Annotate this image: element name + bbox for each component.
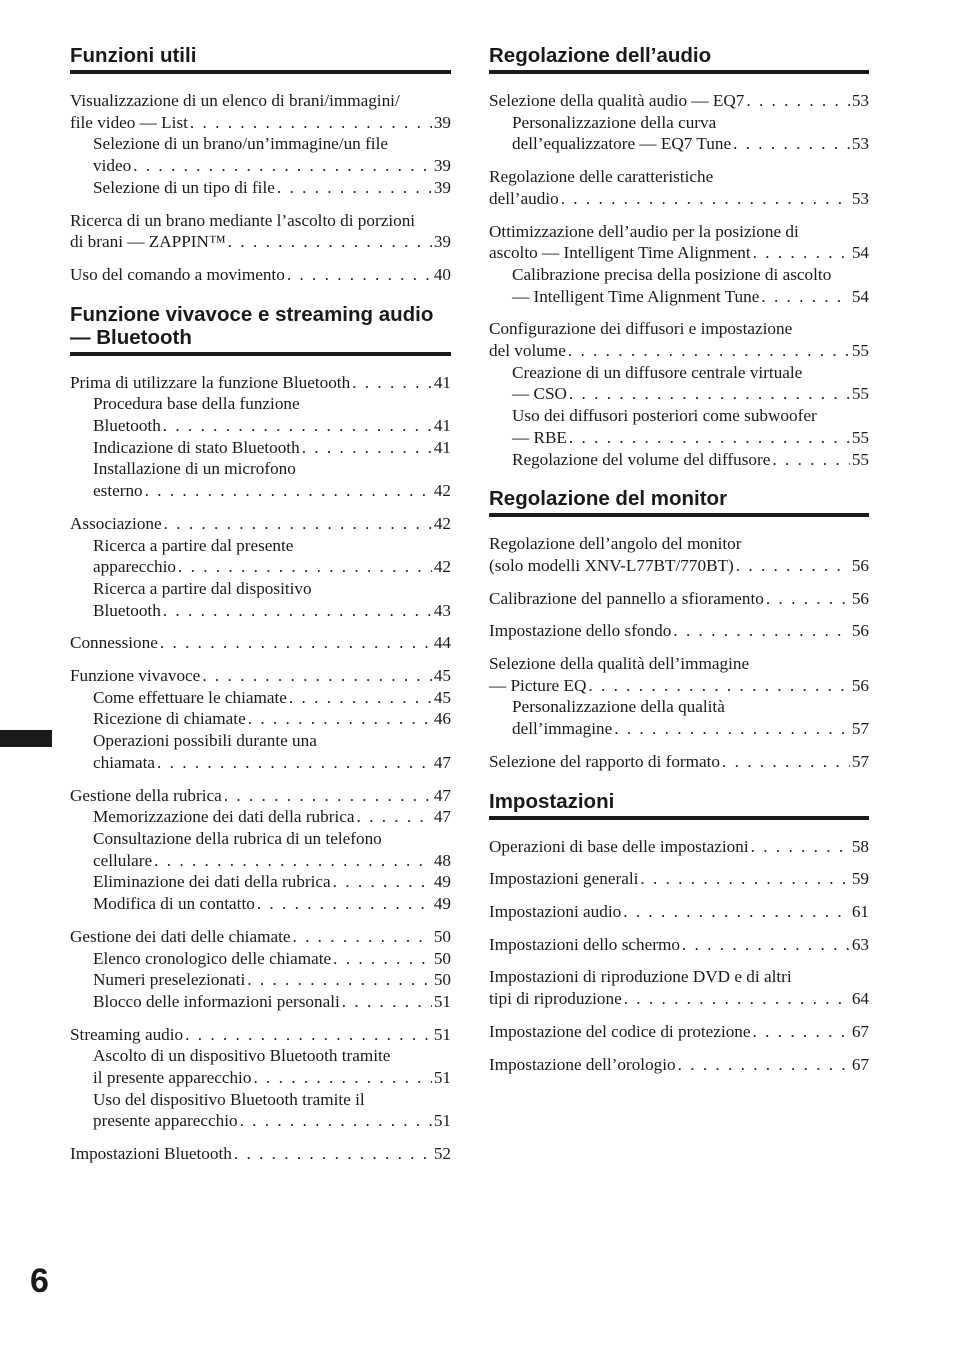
toc-subentry-line bbox=[489, 427, 869, 449]
toc-entry[interactable] bbox=[70, 785, 451, 915]
page-ref: 39 bbox=[433, 112, 451, 132]
page-ref: 50 bbox=[433, 970, 451, 990]
toc-subentry-line bbox=[70, 730, 451, 752]
dot-leader bbox=[772, 449, 849, 471]
entry-text: il presente apparecchio bbox=[93, 1068, 252, 1088]
dot-leader bbox=[569, 427, 850, 449]
toc-entry[interactable] bbox=[70, 1143, 451, 1165]
section-title: Regolazione dell’audio bbox=[489, 44, 869, 74]
toc-subentry-line bbox=[489, 264, 869, 286]
toc-column-right bbox=[489, 44, 869, 1086]
page-ref: 43 bbox=[433, 600, 451, 620]
toc-subentry-line bbox=[70, 969, 451, 991]
toc-entry[interactable] bbox=[489, 901, 869, 923]
toc-entry[interactable] bbox=[489, 318, 869, 470]
toc-entry[interactable] bbox=[70, 632, 451, 654]
toc-entry-line bbox=[70, 926, 451, 948]
dot-leader bbox=[202, 665, 432, 687]
toc-section bbox=[70, 303, 451, 1165]
entry-text: Ricezione di chiamate bbox=[93, 709, 246, 729]
toc-entry-line bbox=[70, 264, 451, 286]
toc-subentry-line bbox=[70, 437, 451, 459]
toc-subentry-line bbox=[489, 383, 869, 405]
page-ref: 48 bbox=[433, 850, 451, 870]
page-ref: 55 bbox=[851, 341, 869, 361]
toc-subentry-line bbox=[489, 362, 869, 384]
entry-text: — Picture EQ bbox=[489, 675, 587, 695]
entry-text: del volume bbox=[489, 341, 566, 361]
page-ref: 58 bbox=[851, 836, 869, 856]
toc-entry-line bbox=[489, 318, 869, 340]
page-ref: 40 bbox=[433, 264, 451, 284]
toc-subentry-line bbox=[70, 991, 451, 1013]
entry-text: file video — List bbox=[70, 112, 188, 132]
page-ref: 67 bbox=[851, 1054, 869, 1074]
dot-leader bbox=[257, 893, 432, 915]
dot-leader bbox=[569, 383, 850, 405]
toc-entry[interactable] bbox=[70, 926, 451, 1013]
toc-entry[interactable] bbox=[489, 588, 869, 610]
toc-entry[interactable] bbox=[70, 210, 451, 253]
entry-text: Uso dei diffusori posteriori come subwoofer bbox=[512, 406, 817, 426]
toc-subentry-line bbox=[70, 578, 451, 600]
toc-entry-line bbox=[489, 675, 869, 697]
toc-entry[interactable] bbox=[489, 166, 869, 209]
toc-entry-line bbox=[489, 533, 869, 555]
section-tab-marker bbox=[0, 730, 52, 747]
dot-leader bbox=[247, 969, 432, 991]
page-ref: 49 bbox=[433, 894, 451, 914]
entry-text: Modifica di un contatto bbox=[93, 894, 255, 914]
entry-text: Selezione di un brano/un’immagine/un file bbox=[93, 134, 388, 154]
entry-text: Bluetooth bbox=[93, 416, 161, 436]
toc-entry-line bbox=[70, 210, 451, 232]
toc-entry[interactable] bbox=[489, 653, 869, 740]
entry-text: Personalizzazione della qualità bbox=[512, 697, 725, 717]
entry-text: Ottimizzazione dell’audio per la posizione di bbox=[489, 221, 799, 241]
toc-subentry-line bbox=[70, 1067, 451, 1089]
dot-leader bbox=[248, 708, 432, 730]
page-ref: 51 bbox=[433, 991, 451, 1011]
toc-entry-line bbox=[489, 751, 869, 773]
toc-subentry-line bbox=[70, 535, 451, 557]
entry-text: Streaming audio bbox=[70, 1024, 184, 1044]
entry-text: (solo modelli XNV-L77BT/770BT) bbox=[489, 555, 734, 575]
dot-leader bbox=[154, 850, 432, 872]
entry-text: Operazioni di base delle impostazioni bbox=[489, 836, 749, 856]
page-ref: 67 bbox=[851, 1021, 869, 1041]
dot-leader bbox=[178, 556, 432, 578]
toc-subentry-line bbox=[70, 871, 451, 893]
entry-text: Prima di utilizzare la funzione Bluetooth bbox=[70, 372, 351, 392]
toc-section bbox=[489, 487, 869, 772]
toc-entry[interactable] bbox=[70, 90, 451, 199]
entry-text: Personalizzazione della curva bbox=[512, 112, 717, 132]
dot-leader bbox=[287, 264, 432, 286]
page-ref: 42 bbox=[433, 481, 451, 501]
toc-entry-line bbox=[70, 1024, 451, 1046]
toc-subentry-line bbox=[70, 133, 451, 155]
dot-leader bbox=[228, 231, 432, 253]
page-ref: 45 bbox=[433, 687, 451, 707]
toc-entry[interactable] bbox=[489, 90, 869, 155]
toc-subentry-line bbox=[70, 1089, 451, 1111]
page-ref: 46 bbox=[433, 709, 451, 729]
toc-entry-line bbox=[489, 1054, 869, 1076]
entry-text: Calibrazione del pannello a sfioramento bbox=[489, 588, 764, 608]
toc-entry-line bbox=[70, 665, 451, 687]
entry-text: video bbox=[93, 156, 132, 176]
toc-subentry-line bbox=[70, 458, 451, 480]
entry-text: Impostazioni audio bbox=[489, 901, 622, 921]
dot-leader bbox=[766, 588, 850, 610]
toc-entry-line bbox=[70, 90, 451, 112]
entry-text: Impostazioni di riproduzione DVD e di altri bbox=[489, 967, 792, 987]
entry-text: esterno bbox=[93, 481, 143, 501]
dot-leader bbox=[753, 1021, 850, 1043]
entry-text: Uso del comando a movimento bbox=[70, 264, 285, 284]
entry-text: Regolazione dell’angolo del monitor bbox=[489, 534, 742, 554]
page-ref: 44 bbox=[433, 633, 451, 653]
entry-text: tipi di riproduzione bbox=[489, 989, 622, 1009]
dot-leader bbox=[333, 871, 432, 893]
page-ref: 51 bbox=[433, 1068, 451, 1088]
page-ref: 56 bbox=[851, 588, 869, 608]
page-ref: 53 bbox=[851, 188, 869, 208]
dot-leader bbox=[733, 133, 850, 155]
toc-subentry-line bbox=[70, 155, 451, 177]
entry-text: Ascolto di un dispositivo Bluetooth tramite bbox=[93, 1046, 391, 1066]
entry-text: Ricerca a partire dal dispositivo bbox=[93, 578, 312, 598]
entry-text: Gestione dei dati delle chiamate bbox=[70, 926, 291, 946]
dot-leader bbox=[736, 555, 850, 577]
entry-text: Numeri preselezionati bbox=[93, 970, 246, 990]
toc-entry[interactable] bbox=[489, 1054, 869, 1076]
dot-leader bbox=[761, 286, 849, 308]
page-ref: 39 bbox=[433, 156, 451, 176]
page-ref: 41 bbox=[433, 416, 451, 436]
toc-entry-line bbox=[70, 785, 451, 807]
dot-leader bbox=[673, 620, 849, 642]
dot-leader bbox=[623, 901, 850, 923]
toc-entry-line bbox=[489, 242, 869, 264]
entry-text: Ricerca di un brano mediante l’ascolto di porzioni bbox=[70, 210, 416, 230]
entry-text: Installazione di un microfono bbox=[93, 459, 296, 479]
toc-entry-line bbox=[489, 166, 869, 188]
toc-entry-line bbox=[70, 1143, 451, 1165]
toc-subentry-line bbox=[489, 449, 869, 471]
entry-text: Selezione del rapporto di formato bbox=[489, 751, 720, 771]
dot-leader bbox=[588, 675, 849, 697]
toc-entry-line bbox=[70, 231, 451, 253]
section-title: Funzione vivavoce e streaming audio — Bluetooth bbox=[70, 303, 451, 356]
toc-subentry-line bbox=[70, 687, 451, 709]
page-ref: 51 bbox=[433, 1111, 451, 1131]
dot-leader bbox=[753, 242, 850, 264]
entry-text: Ricerca a partire dal presente bbox=[93, 535, 294, 555]
toc-entry[interactable] bbox=[489, 533, 869, 576]
toc-subentry-line bbox=[70, 806, 451, 828]
dot-leader bbox=[240, 1110, 432, 1132]
page-ref: 45 bbox=[433, 666, 451, 686]
toc-entry-line bbox=[489, 901, 869, 923]
page-ref: 57 bbox=[851, 751, 869, 771]
page-ref: 53 bbox=[851, 134, 869, 154]
toc-entry-line bbox=[70, 112, 451, 134]
entry-text: Impostazioni Bluetooth bbox=[70, 1144, 232, 1164]
dot-leader bbox=[751, 836, 850, 858]
toc-entry-line bbox=[489, 836, 869, 858]
page-ref: 56 bbox=[851, 675, 869, 695]
page-ref: 49 bbox=[433, 872, 451, 892]
toc-entry-line bbox=[489, 340, 869, 362]
entry-text: Elenco cronologico delle chiamate bbox=[93, 948, 332, 968]
toc-entry[interactable] bbox=[70, 372, 451, 502]
page-ref: 39 bbox=[433, 177, 451, 197]
page-ref: 55 bbox=[851, 449, 869, 469]
page-ref: 61 bbox=[851, 901, 869, 921]
dot-leader bbox=[289, 687, 432, 709]
page-ref: 47 bbox=[433, 752, 451, 772]
toc-column-left bbox=[70, 44, 451, 1176]
entry-text: Associazione bbox=[70, 513, 162, 533]
toc-subentry-line bbox=[489, 286, 869, 308]
dot-leader bbox=[277, 177, 432, 199]
entry-text: Bluetooth bbox=[93, 600, 161, 620]
toc-entry-line bbox=[489, 988, 869, 1010]
toc-subentry-line bbox=[70, 177, 451, 199]
page-ref: 54 bbox=[851, 286, 869, 306]
dot-leader bbox=[163, 415, 432, 437]
entry-text: Connessione bbox=[70, 633, 158, 653]
toc-subentry-line bbox=[70, 828, 451, 850]
entry-text: — Intelligent Time Alignment Tune bbox=[512, 286, 760, 306]
page-ref: 47 bbox=[433, 785, 451, 805]
page-ref: 42 bbox=[433, 557, 451, 577]
dot-leader bbox=[302, 437, 432, 459]
toc-entry-line bbox=[70, 632, 451, 654]
dot-leader bbox=[224, 785, 432, 807]
toc-entry-line bbox=[489, 90, 869, 112]
entry-text: dell’audio bbox=[489, 188, 559, 208]
page-ref: 55 bbox=[851, 384, 869, 404]
entry-text: Regolazione del volume del diffusore bbox=[512, 449, 771, 469]
dot-leader bbox=[624, 988, 850, 1010]
page-ref: 42 bbox=[433, 513, 451, 533]
toc-entry[interactable] bbox=[489, 966, 869, 1009]
entry-text: Blocco delle informazioni personali bbox=[93, 991, 340, 1011]
toc-entry[interactable] bbox=[70, 1024, 451, 1133]
toc-subentry-line bbox=[70, 708, 451, 730]
entry-text: Selezione della qualità audio — EQ7 bbox=[489, 91, 745, 110]
dot-leader bbox=[722, 751, 850, 773]
page-ref: 63 bbox=[851, 934, 869, 954]
page-ref: 52 bbox=[433, 1144, 451, 1164]
dot-leader bbox=[234, 1143, 432, 1165]
page-ref: 56 bbox=[851, 555, 869, 575]
dot-leader bbox=[333, 948, 432, 970]
entry-text: Regolazione delle caratteristiche bbox=[489, 167, 714, 187]
entry-text: Procedura base della funzione bbox=[93, 394, 300, 414]
toc-entry-line bbox=[489, 221, 869, 243]
toc-entry-line bbox=[489, 934, 869, 956]
page-ref: 56 bbox=[851, 621, 869, 641]
entry-text: Visualizzazione di un elenco di brani/immagini/ bbox=[70, 91, 400, 110]
dot-leader bbox=[292, 926, 431, 948]
dot-leader bbox=[145, 480, 432, 502]
dot-leader bbox=[164, 513, 432, 535]
toc-entry[interactable] bbox=[489, 751, 869, 773]
page-ref: 47 bbox=[433, 807, 451, 827]
section-title: Regolazione del monitor bbox=[489, 487, 869, 517]
entry-text: Consultazione della rubrica di un telefono bbox=[93, 828, 382, 848]
page-ref: 55 bbox=[851, 427, 869, 447]
entry-text: Impostazione dello sfondo bbox=[489, 621, 672, 641]
toc-entry[interactable] bbox=[70, 264, 451, 286]
toc-entry-line bbox=[489, 555, 869, 577]
toc-subentry-line bbox=[70, 600, 451, 622]
entry-text: — CSO bbox=[512, 384, 567, 404]
dot-leader bbox=[342, 991, 432, 1013]
entry-text: — RBE bbox=[512, 427, 567, 447]
entry-text: Selezione di un tipo di file bbox=[93, 177, 275, 197]
section-title: Funzioni utili bbox=[70, 44, 451, 74]
entry-text: Impostazioni generali bbox=[489, 869, 639, 889]
dot-leader bbox=[614, 718, 850, 740]
toc-subentry-line bbox=[70, 393, 451, 415]
dot-leader bbox=[185, 1024, 432, 1046]
dot-leader bbox=[568, 340, 850, 362]
page-ref: 59 bbox=[851, 869, 869, 889]
toc-entry-line bbox=[489, 653, 869, 675]
entry-text: Gestione della rubrica bbox=[70, 785, 222, 805]
section-title: Impostazioni bbox=[489, 790, 869, 820]
entry-text: Uso del dispositivo Bluetooth tramite il bbox=[93, 1089, 365, 1109]
entry-text: Funzione vivavoce bbox=[70, 666, 201, 686]
dot-leader bbox=[190, 112, 432, 134]
toc-subentry-line bbox=[70, 850, 451, 872]
toc-entry-line bbox=[489, 868, 869, 890]
toc-subentry-line bbox=[489, 133, 869, 155]
entry-text: Configurazione dei diffusori e impostazione bbox=[489, 319, 793, 339]
dot-leader bbox=[160, 632, 432, 654]
page-ref: 50 bbox=[433, 926, 451, 946]
toc-subentry-line bbox=[70, 480, 451, 502]
toc-subentry-line bbox=[70, 948, 451, 970]
entry-text: ascolto — Intelligent Time Alignment bbox=[489, 243, 751, 263]
entry-text: Impostazione del codice di protezione bbox=[489, 1021, 751, 1041]
dot-leader bbox=[357, 806, 432, 828]
entry-text: di brani — ZAPPIN™ bbox=[70, 232, 226, 252]
toc-subentry-line bbox=[489, 405, 869, 427]
toc-entry-line bbox=[489, 620, 869, 642]
dot-leader bbox=[746, 90, 849, 112]
page-ref: 54 bbox=[851, 243, 869, 263]
entry-text: Impostazioni dello schermo bbox=[489, 934, 680, 954]
toc-entry[interactable] bbox=[489, 868, 869, 890]
toc-subentry-line bbox=[70, 415, 451, 437]
toc-entry[interactable] bbox=[489, 221, 869, 308]
entry-text: Memorizzazione dei dati della rubrica bbox=[93, 807, 355, 827]
entry-text: Calibrazione precisa della posizione di ascolto bbox=[512, 264, 832, 284]
toc-section bbox=[489, 44, 869, 470]
toc-subentry-line bbox=[70, 893, 451, 915]
dot-leader bbox=[352, 372, 432, 394]
page-ref: 39 bbox=[433, 232, 451, 252]
entry-text: Impostazione dell’orologio bbox=[489, 1054, 676, 1074]
entry-text: Indicazione di stato Bluetooth bbox=[93, 437, 300, 457]
dot-leader bbox=[157, 752, 432, 774]
dot-leader bbox=[561, 188, 850, 210]
toc-entry[interactable] bbox=[70, 513, 451, 622]
toc-subentry-line bbox=[70, 1110, 451, 1132]
entry-text: cellulare bbox=[93, 850, 153, 870]
toc-entry-line bbox=[489, 966, 869, 988]
page-ref: 51 bbox=[433, 1024, 451, 1044]
toc-entry-line bbox=[70, 372, 451, 394]
page-ref: 53 bbox=[851, 91, 869, 110]
toc-entry[interactable] bbox=[489, 1021, 869, 1043]
dot-leader bbox=[133, 155, 432, 177]
entry-text: dell’equalizzatore — EQ7 Tune bbox=[512, 134, 732, 154]
entry-text: chiamata bbox=[93, 752, 156, 772]
toc-subentry-line bbox=[70, 752, 451, 774]
page-ref: 41 bbox=[433, 372, 451, 392]
page-ref: 57 bbox=[851, 719, 869, 739]
toc-entry-line bbox=[489, 1021, 869, 1043]
entry-text: Selezione della qualità dell’immagine bbox=[489, 654, 750, 674]
page-ref: 64 bbox=[851, 989, 869, 1009]
toc-subentry-line bbox=[70, 556, 451, 578]
toc-subentry-line bbox=[70, 1045, 451, 1067]
entry-text: Operazioni possibili durante una bbox=[93, 731, 317, 751]
toc-subentry-line bbox=[489, 112, 869, 134]
page-ref: 41 bbox=[433, 437, 451, 457]
entry-text: Come effettuare le chiamate bbox=[93, 687, 287, 707]
toc-subentry-line bbox=[489, 718, 869, 740]
toc-subentry-line bbox=[489, 696, 869, 718]
toc-entry[interactable] bbox=[489, 934, 869, 956]
toc-entry-line bbox=[70, 513, 451, 535]
dot-leader bbox=[678, 1054, 850, 1076]
toc-entry-line bbox=[489, 188, 869, 210]
entry-text: dell’immagine bbox=[512, 719, 613, 739]
page-number: 6 bbox=[30, 1262, 49, 1300]
toc-entry[interactable] bbox=[489, 836, 869, 858]
toc-section bbox=[489, 790, 869, 1076]
page-ref: 50 bbox=[433, 948, 451, 968]
toc-section bbox=[70, 44, 451, 286]
toc-entry[interactable] bbox=[489, 620, 869, 642]
dot-leader bbox=[682, 934, 850, 956]
entry-text: Creazione di un diffusore centrale virtuale bbox=[512, 362, 803, 382]
dot-leader bbox=[163, 600, 432, 622]
dot-leader bbox=[253, 1067, 431, 1089]
entry-text: presente apparecchio bbox=[93, 1111, 238, 1131]
toc-entry[interactable] bbox=[70, 665, 451, 774]
toc-entry-line bbox=[489, 588, 869, 610]
entry-text: apparecchio bbox=[93, 557, 177, 577]
entry-text: Eliminazione dei dati della rubrica bbox=[93, 872, 331, 892]
dot-leader bbox=[640, 868, 849, 890]
